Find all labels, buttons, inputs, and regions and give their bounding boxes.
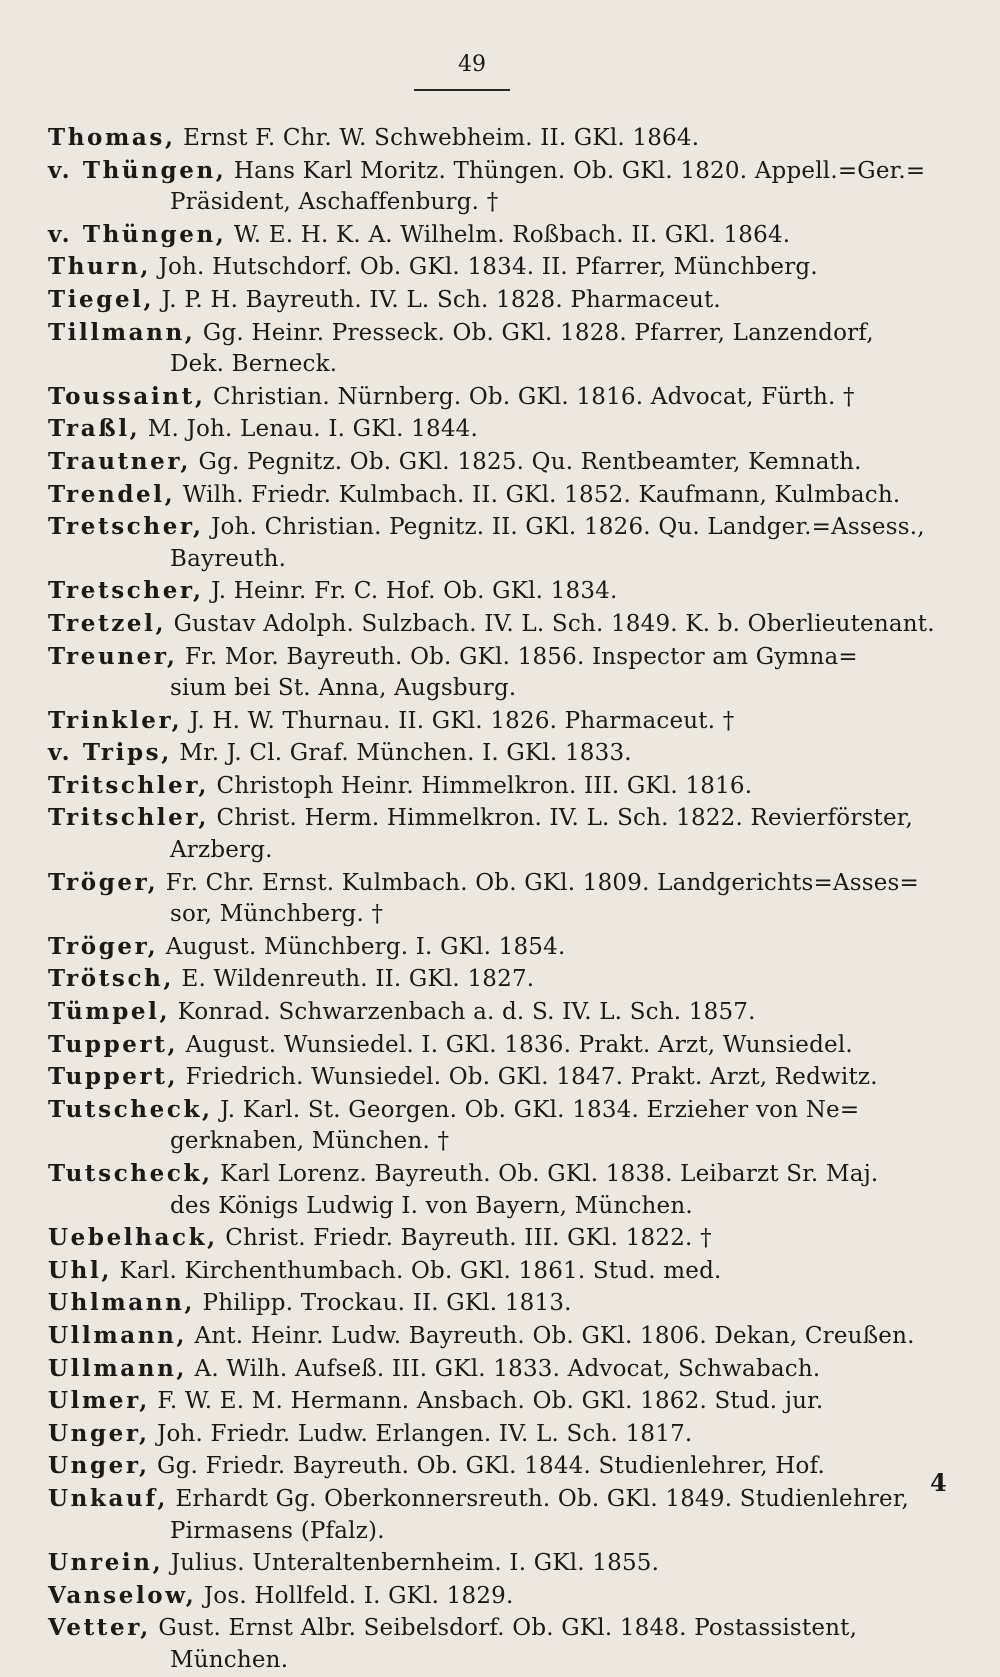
entry-line (48, 963, 928, 996)
entry-details: Joh. Hutschdorf. Ob. GKl. 1834. II. Pfarrer, Münchberg. (151, 254, 818, 281)
entry-name: v. Thüngen, (48, 156, 227, 184)
entry-name: Thomas, (48, 124, 176, 151)
entry-details: Fr. Mor. Bayreuth. Ob. GKl. 1856. Inspector am Gymna= (177, 643, 858, 670)
entry-name: Trautner, (48, 447, 192, 475)
register-entry (48, 1255, 928, 1288)
entry-name: Tutscheck, (48, 1095, 213, 1123)
entry-line (48, 1158, 928, 1191)
page-number: 49 (458, 52, 486, 77)
entry-details: Ernst F. Chr. W. Schwebheim. II. GKl. 1864. (175, 125, 700, 151)
entry-details: M. Joh. Lenau. I. GKl. 1844. (140, 416, 479, 443)
entry-details: W. E. H. K. A. Wilhelm. Roßbach. II. GKl. 1864. (226, 221, 791, 248)
entry-details: Christ. Herm. Himmelkron. IV. L. Sch. 1822. Revierförster, (209, 805, 913, 832)
entry-details: Konrad. Schwarzenbach a. d. S. IV. L. Sch. 1857. (170, 999, 756, 1026)
register-entry (48, 1483, 928, 1547)
entry-line (48, 446, 928, 479)
entry-name: Tritschler, (48, 771, 210, 799)
entry-details: Julius. Unteraltenbernheim. I. GKl. 1855. (163, 1550, 660, 1577)
entry-details: J. H. W. Thurnau. II. GKl. 1826. Pharmaceut. † (182, 707, 735, 734)
entry-name: Ullmann, (48, 1354, 188, 1382)
register-entry (48, 1385, 928, 1418)
entry-name: Unger, (48, 1419, 150, 1447)
entry-line (48, 1094, 928, 1127)
entry-name: Tuppert, (48, 1030, 179, 1058)
entry-name: v. Trips, (48, 739, 172, 767)
register-entry (48, 996, 928, 1029)
entry-details: Mr. J. Cl. Graf. München. I. GKl. 1833. (171, 740, 632, 767)
entry-details: J. Karl. St. Georgen. Ob. GKl. 1834. Erzieher von Ne= (212, 1096, 860, 1123)
entry-continuation: sium bei St. Anna, Augsburg. (170, 675, 517, 702)
register-entry (48, 931, 928, 964)
entry-name: Tümpel, (48, 998, 171, 1026)
entry-line (48, 1353, 928, 1386)
register-entry (48, 1029, 928, 1062)
entry-continuation: gerknaben, München. † (170, 1128, 450, 1155)
entry-line (48, 1450, 928, 1483)
entry-line (48, 867, 928, 900)
entry-name: Thurn, (48, 253, 152, 281)
entry-line (48, 1385, 928, 1418)
register-entry (48, 251, 928, 284)
register-entry (48, 122, 928, 155)
register-entry (48, 381, 928, 414)
entry-name: Ullmann, (48, 1321, 188, 1349)
register-entry (48, 705, 928, 738)
entry-details: A. Wilh. Aufseß. III. GKl. 1833. Advocat, Schwabach. (187, 1355, 821, 1382)
entry-line (48, 608, 935, 641)
entry-details: August. Münchberg. I. GKl. 1854. (158, 933, 566, 960)
entry-details: Friedrich. Wunsiedel. Ob. GKl. 1847. Prakt. Arzt, Redwitz. (178, 1064, 878, 1091)
register-entry (48, 1612, 928, 1676)
entry-name: Tretzel, (48, 609, 167, 637)
register-entry (48, 219, 928, 252)
entry-line (48, 1222, 928, 1255)
entry-details: Ant. Heinr. Ludw. Bayreuth. Ob. GKl. 1806. Dekan, Creußen. (187, 1322, 915, 1349)
register-entry (48, 770, 928, 803)
entry-details: Gust. Ernst Albr. Seibelsdorf. Ob. GKl. 1848. Postassistent, (150, 1615, 858, 1642)
signature-mark: 4 (930, 1468, 947, 1497)
register-entry (48, 1353, 928, 1386)
entry-line (48, 155, 928, 188)
entry-line (48, 251, 928, 284)
entry-details: Gustav Adolph. Sulzbach. IV. L. Sch. 1849. K. b. Oberlieutenant. (166, 610, 935, 637)
register-entry (48, 963, 928, 996)
entry-line (48, 770, 928, 803)
register-entry (48, 737, 928, 770)
entry-line (48, 511, 928, 544)
entry-name: Unger, (48, 1452, 150, 1480)
entry-name: Tritschler, (48, 804, 210, 832)
entry-continuation: Arzberg. (170, 837, 273, 864)
entry-line (48, 1418, 928, 1451)
register-entry (48, 284, 928, 317)
entry-details: Erhardt Gg. Oberkonnersreuth. Ob. GKl. 1849. Studienlehrer, (167, 1485, 910, 1512)
register-entry (48, 446, 928, 479)
entry-line (48, 996, 928, 1029)
entry-details: Gg. Pegnitz. Ob. GKl. 1825. Qu. Rentbeamter, Kemnath. (191, 448, 862, 475)
entry-name: Vetter, (48, 1614, 151, 1642)
entry-details: Gg. Friedr. Bayreuth. Ob. GKl. 1844. Studienlehrer, Hof. (149, 1453, 826, 1480)
register-entry (48, 1580, 928, 1613)
entry-name: Trendel, (48, 480, 176, 508)
register-entry (48, 1547, 928, 1580)
entry-details: Christian. Nürnberg. Ob. GKl. 1816. Advocat, Fürth. † (205, 383, 855, 410)
register-entry (48, 1158, 928, 1222)
register-entry (48, 479, 928, 512)
register-entry (48, 867, 928, 931)
entry-line (48, 381, 928, 414)
entry-line (48, 479, 928, 512)
entry-continuation: Dek. Berneck. (170, 351, 338, 378)
entry-name: Trötsch, (48, 965, 175, 993)
entry-line (48, 219, 928, 252)
register-entry (48, 641, 928, 705)
entry-name: Uebelhack, (48, 1224, 218, 1252)
register-entries (48, 122, 935, 1677)
entry-details: J. Heinr. Fr. C. Hof. Ob. GKl. 1834. (203, 578, 618, 605)
entry-line (48, 641, 928, 674)
register-entry (48, 1061, 928, 1094)
entry-name: Uhlmann, (48, 1289, 196, 1317)
entry-details: August. Wunsiedel. I. GKl. 1836. Prakt. Arzt, Wunsiedel. (178, 1031, 853, 1058)
register-entry (48, 1287, 928, 1320)
register-entry (48, 155, 928, 219)
entry-name: Tiegel, (48, 285, 155, 313)
entry-line (48, 1320, 928, 1353)
register-entry (48, 511, 928, 575)
entry-name: Uhl, (48, 1256, 112, 1284)
entry-name: Tröger, (48, 868, 159, 896)
entry-continuation: München. (170, 1646, 289, 1673)
entry-line (48, 737, 928, 770)
entry-name: Vanselow, (48, 1581, 197, 1609)
entry-details: Joh. Friedr. Ludw. Erlangen. IV. L. Sch. 1817. (149, 1420, 693, 1447)
entry-name: Toussaint, (48, 382, 206, 410)
entry-name: Tretscher, (48, 577, 204, 605)
register-entry (48, 1320, 928, 1353)
entry-line (48, 1061, 928, 1094)
entry-continuation: Pirmasens (Pfalz). (170, 1517, 385, 1544)
entry-name: v. Thüngen, (48, 220, 227, 248)
entry-line (48, 317, 928, 350)
page-number-rule (414, 89, 510, 91)
entry-details: Karl Lorenz. Bayreuth. Ob. GKl. 1838. Leibarzt Sr. Maj. (212, 1161, 879, 1187)
entry-line (48, 284, 928, 317)
entry-line (48, 1029, 928, 1062)
entry-details: Karl. Kirchenthumbach. Ob. GKl. 1861. Stud. med. (111, 1257, 722, 1284)
entry-name: Treuner, (48, 642, 178, 670)
entry-line (48, 575, 928, 608)
entry-continuation: des Königs Ludwig I. von Bayern, München. (170, 1192, 693, 1219)
register-entry (48, 802, 928, 866)
entry-continuation: Präsident, Aschaffenburg. † (170, 189, 499, 216)
entry-details: Philipp. Trockau. II. GKl. 1813. (195, 1290, 572, 1317)
entry-details: Jos. Hollfeld. I. GKl. 1829. (196, 1582, 514, 1609)
entry-details: Fr. Chr. Ernst. Kulmbach. Ob. GKl. 1809. Landgerichts=Asses= (158, 869, 920, 896)
entry-line (48, 1580, 928, 1613)
register-entry (48, 1222, 928, 1255)
entry-details: Hans Karl Moritz. Thüngen. Ob. GKl. 1820. Appell.=Ger.= (226, 157, 926, 184)
entry-name: Traßl, (48, 415, 141, 443)
entry-details: Christ. Friedr. Bayreuth. III. GKl. 1822. † (217, 1225, 712, 1252)
entry-line (48, 1612, 928, 1645)
entry-details: Joh. Christian. Pegnitz. II. GKl. 1826. Qu. Landger.=Assess., (203, 514, 925, 541)
register-entry (48, 413, 928, 446)
register-entry (48, 1094, 928, 1158)
entry-name: Unrein, (48, 1549, 164, 1577)
entry-name: Tröger, (48, 932, 159, 960)
register-entry (48, 317, 928, 381)
entry-line (48, 1483, 928, 1516)
entry-line (48, 1287, 928, 1320)
entry-name: Ulmer, (48, 1387, 150, 1415)
entry-line (48, 1255, 928, 1288)
entry-details: Gg. Heinr. Presseck. Ob. GKl. 1828. Pfarrer, Lanzendorf, (195, 319, 874, 346)
entry-name: Tretscher, (48, 513, 204, 541)
entry-details: F. W. E. M. Hermann. Ansbach. Ob. GKl. 1862. Stud. jur. (149, 1388, 824, 1415)
entry-name: Trinkler, (48, 706, 183, 734)
entry-name: Tutscheck, (48, 1160, 213, 1187)
entry-name: Tuppert, (48, 1063, 179, 1091)
register-entry (48, 1418, 928, 1451)
register-entry (48, 575, 928, 608)
entry-line (48, 802, 928, 835)
entry-line (48, 1547, 928, 1580)
entry-name: Unkauf, (48, 1484, 168, 1512)
entry-line (48, 931, 928, 964)
entry-details: J. P. H. Bayreuth. IV. L. Sch. 1828. Pharmaceut. (154, 286, 721, 313)
entry-line (48, 705, 928, 738)
register-entry (48, 608, 935, 641)
entry-line (48, 122, 928, 155)
entry-details: Christoph Heinr. Himmelkron. III. GKl. 1816. (209, 772, 753, 799)
register-entry (48, 1450, 928, 1483)
entry-name: Tillmann, (48, 318, 196, 346)
entry-details: E. Wildenreuth. II. GKl. 1827. (174, 966, 535, 993)
entry-continuation: Bayreuth. (170, 545, 287, 572)
entry-continuation: sor, Münchberg. † (170, 901, 384, 928)
entry-details: Wilh. Friedr. Kulmbach. II. GKl. 1852. Kaufmann, Kulmbach. (175, 481, 901, 508)
entry-line (48, 413, 928, 446)
